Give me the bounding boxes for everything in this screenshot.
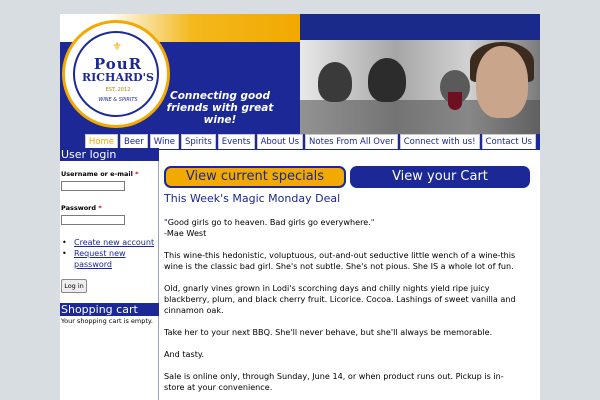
photo-person-1 <box>318 62 352 102</box>
nav-wine[interactable]: Wine <box>150 134 179 149</box>
tagline <box>160 90 280 126</box>
password-input[interactable] <box>61 215 125 225</box>
user-login-title: User login <box>60 148 159 161</box>
nav-contact-us[interactable]: Contact Us <box>482 134 536 149</box>
nav-spirits[interactable]: Spirits <box>181 134 216 149</box>
photo-person-4 <box>476 46 528 118</box>
quote-author: -Mae West <box>164 228 207 238</box>
tagline-line-1: Connecting good <box>170 90 270 102</box>
logo-pour-text: PouR <box>93 55 143 73</box>
paragraph-5-line-1: Sale is online only, through Sunday, June 14, or when product runs out. Pickup is in- <box>164 371 504 381</box>
logo-wine-spirits-text: WINE & SPIRITS <box>98 97 138 103</box>
username-label-text: Username or e-mail <box>61 170 133 178</box>
photo-person-2 <box>368 58 406 102</box>
paragraph-2-line-2: blackberry, plum, and black cherry fruit. Licorice. Cocoa. Lashings of sweet vanilla and <box>164 294 516 304</box>
paragraph-2-line-1: Old, gnarly vines grown in Lodi's scorching days and chilly nights yield ripe juicy <box>164 283 490 293</box>
paragraph-5-line-2: store at your convenience. <box>164 382 273 392</box>
sidebar <box>60 148 159 400</box>
view-specials-button[interactable]: View current specials <box>164 166 346 188</box>
username-required-mark: * <box>135 170 139 178</box>
crest-icon: ⚜ <box>112 40 122 53</box>
username-input[interactable] <box>61 181 125 191</box>
quote-text: Good girls go to heaven. Bad girls go everywhere. <box>167 217 371 227</box>
nav-home[interactable]: Home <box>85 134 118 149</box>
quote-close-mark: " <box>370 217 375 227</box>
wine-glass <box>448 92 462 110</box>
request-password-link[interactable]: Request new <box>74 249 126 258</box>
password-required-mark: * <box>98 204 102 212</box>
nav-beer[interactable]: Beer <box>120 134 148 149</box>
bullet-1: • <box>62 238 67 247</box>
view-cart-button[interactable]: View your Cart <box>350 166 530 188</box>
tagline-line-2: friends with great wine! <box>166 102 274 126</box>
password-label-text: Password <box>61 204 97 212</box>
create-account-link[interactable]: Create new account <box>74 238 155 247</box>
nav-events[interactable]: Events <box>218 134 255 149</box>
paragraph-1-line-2: wine is the classic bad girl. She's not subtle. She's not pious. She IS a whole lot of fun. <box>164 261 514 271</box>
header-photo <box>300 40 540 134</box>
request-password-link-line2[interactable]: password <box>74 260 112 269</box>
paragraph-2-line-3: cinnamon oak. <box>164 305 224 315</box>
password-label <box>61 204 102 212</box>
logo-richards-text: RICHARD'S <box>82 71 154 84</box>
nav-connect-with-us[interactable]: Connect with us! <box>400 134 480 149</box>
paragraph-3: Take her to your next BBQ. She'll never behave, but she'll always be memorable. <box>164 327 493 337</box>
username-label <box>61 170 139 178</box>
quote-open-mark: " <box>164 217 168 227</box>
site-header <box>60 14 540 134</box>
page <box>60 14 540 400</box>
quote <box>164 217 534 228</box>
deal-title: This Week's Magic Monday Deal <box>164 192 341 205</box>
logo-seal <box>73 31 159 117</box>
main-content <box>164 150 536 400</box>
paragraph-4: And tasty. <box>164 349 205 359</box>
nav-about-us[interactable]: About Us <box>257 134 303 149</box>
cart-empty-message: Your shopping cart is empty. <box>61 317 153 325</box>
bullet-2: • <box>62 249 67 258</box>
site-logo[interactable] <box>62 20 170 128</box>
nav-notes-from-all-over[interactable]: Notes From All Over <box>305 134 398 149</box>
logo-est-text: EST. 2012 <box>105 87 131 93</box>
paragraph-1-line-1: This wine-this hedonistic, voluptuous, out-and-out seductive little wench of a wine-this <box>164 250 516 260</box>
shopping-cart-title: Shopping cart <box>60 303 159 316</box>
login-button[interactable]: Log in <box>61 279 87 293</box>
